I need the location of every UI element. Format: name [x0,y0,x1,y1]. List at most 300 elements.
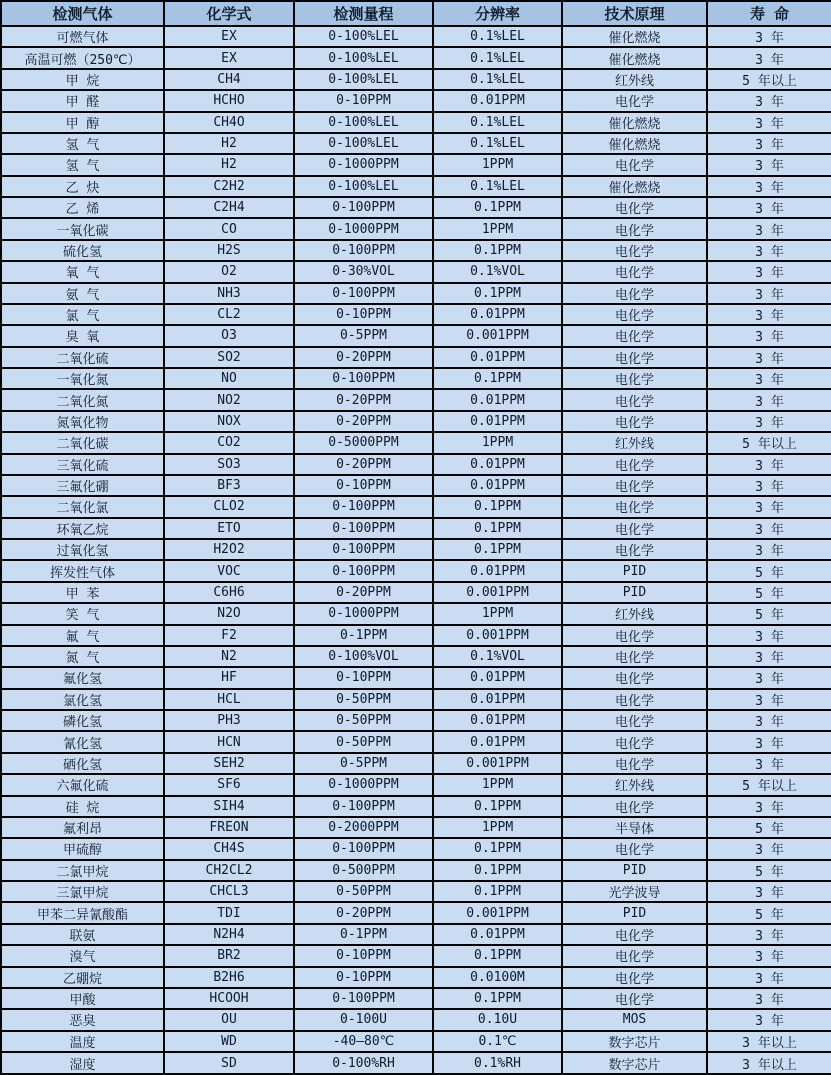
table-row [1,924,831,945]
table-row [1,817,831,838]
table-cell: 湿度 [1,1052,164,1074]
table-cell: 二氧化氯 [1,496,164,517]
table-cell: 0.01PPM [433,560,562,581]
table-cell: 0.01PPM [433,389,562,410]
table-cell: 甲酸 [1,988,164,1009]
table-row [1,560,831,581]
table-cell: 0-100PPM [294,988,433,1009]
table-cell: 0.01PPM [433,710,562,731]
table-cell: OU [164,1009,294,1030]
table-cell: 0-1000PPM [294,154,433,175]
table-row [1,774,831,795]
table-cell: 0.1PPM [433,197,562,218]
table-cell: 3 年 [707,347,831,368]
table-cell: 0.001PPM [433,902,562,923]
table-cell: 0-50PPM [294,881,433,902]
table-cell: 0.001PPM [433,753,562,774]
table-cell: 硒化氢 [1,753,164,774]
table-cell: 0-10PPM [294,967,433,988]
table-row [1,881,831,902]
table-cell: 0-50PPM [294,689,433,710]
table-cell: 0.1PPM [433,496,562,517]
table-cell: 氟化氢 [1,667,164,688]
table-cell: 0.1PPM [433,518,562,539]
table-cell: 电化学 [562,454,707,475]
table-cell: 3 年 [707,667,831,688]
table-cell: 3 年 [707,710,831,731]
table-cell: 电化学 [562,368,707,389]
column-header: 检测气体 [1,1,164,26]
table-cell: F2 [164,625,294,646]
table-cell: 0-1000PPM [294,774,433,795]
table-cell: 电化学 [562,283,707,304]
table-cell: VOC [164,560,294,581]
table-cell: 电化学 [562,496,707,517]
table-cell: 电化学 [562,475,707,496]
table-cell: MOS [562,1009,707,1030]
table-cell: 3 年 [707,838,831,859]
table-cell: 0-1PPM [294,625,433,646]
table-cell: 1PPM [433,432,562,453]
table-cell: 三氯甲烷 [1,881,164,902]
table-row [1,411,831,432]
table-cell: 电化学 [562,411,707,432]
table-cell: 3 年 [707,796,831,817]
table-cell: 0.01PPM [433,347,562,368]
table-cell: 3 年以上 [707,1052,831,1074]
table-cell: 催化燃烧 [562,26,707,47]
table-cell: 氮氧化物 [1,411,164,432]
table-cell: 3 年 [707,924,831,945]
table-cell: ETO [164,518,294,539]
table-cell: O2 [164,261,294,282]
table-row [1,368,831,389]
table-cell: 硅 烷 [1,796,164,817]
table-row [1,496,831,517]
table-row [1,796,831,817]
table-row [1,625,831,646]
table-cell: 3 年 [707,753,831,774]
table-cell: 0-100PPM [294,197,433,218]
table-cell: 0.01PPM [433,731,562,752]
table-cell: 0-100%VOL [294,646,433,667]
table-cell: 电化学 [562,796,707,817]
table-cell: 0-100%LEL [294,176,433,197]
table-cell: 0.1%LEL [433,47,562,68]
table-cell: 三氧化硫 [1,454,164,475]
table-cell: 0-10PPM [294,475,433,496]
table-row [1,389,831,410]
table-row [1,582,831,603]
table-cell: CH4S [164,838,294,859]
table-cell: 电化学 [562,988,707,1009]
table-cell: 1PPM [433,218,562,239]
table-cell: 3 年以上 [707,1031,831,1052]
table-cell: 二氧化碳 [1,432,164,453]
table-cell: 3 年 [707,154,831,175]
table-cell: 0.01PPM [433,689,562,710]
table-cell: EX [164,47,294,68]
table-row [1,1009,831,1030]
table-cell: 0.1PPM [433,539,562,560]
table-cell: 5 年 [707,560,831,581]
table-cell: 甲 醛 [1,90,164,111]
table-cell: 5 年 [707,603,831,624]
table-cell: 0-20PPM [294,454,433,475]
table-cell: 电化学 [562,261,707,282]
table-cell: 笑 气 [1,603,164,624]
table-cell: 0.01PPM [433,454,562,475]
table-row [1,518,831,539]
table-row [1,475,831,496]
table-cell: 氯化氢 [1,689,164,710]
table-cell: SF6 [164,774,294,795]
table-cell: B2H6 [164,967,294,988]
table-cell: 0.1PPM [433,368,562,389]
table-cell: 电化学 [562,90,707,111]
table-row [1,454,831,475]
table-cell: 5 年 [707,902,831,923]
table-cell: 3 年 [707,325,831,346]
table-cell: 0-5PPM [294,325,433,346]
table-cell: 催化燃烧 [562,47,707,68]
table-cell: 二氧化氮 [1,389,164,410]
column-header: 检测量程 [294,1,433,26]
table-row [1,218,831,239]
table-row [1,603,831,624]
table-cell: 0-100PPM [294,796,433,817]
table-cell: 0-10PPM [294,667,433,688]
table-cell: 0-30%VOL [294,261,433,282]
table-cell: 电化学 [562,240,707,261]
table-cell: 3 年 [707,26,831,47]
table-cell: HCL [164,689,294,710]
table-cell: C6H6 [164,582,294,603]
table-cell: 3 年 [707,518,831,539]
table-cell: 0.1PPM [433,988,562,1009]
table-row [1,347,831,368]
table-row [1,283,831,304]
table-row [1,838,831,859]
table-cell: 0.1%RH [433,1052,562,1074]
table-cell: 氮 气 [1,646,164,667]
table-row [1,1052,831,1074]
table-cell: 红外线 [562,603,707,624]
table-row [1,154,831,175]
table-cell: SD [164,1052,294,1074]
table-row [1,646,831,667]
table-cell: 3 年 [707,240,831,261]
table-row [1,753,831,774]
table-cell: 0-100PPM [294,240,433,261]
table-row [1,197,831,218]
table-cell: HCOOH [164,988,294,1009]
table-cell: 3 年 [707,90,831,111]
table-cell: 0-100%LEL [294,112,433,133]
table-cell: 电化学 [562,753,707,774]
table-cell: 0.1%LEL [433,133,562,154]
table-cell: SO3 [164,454,294,475]
table-cell: 甲 醇 [1,112,164,133]
table-cell: 红外线 [562,774,707,795]
table-cell: FREON [164,817,294,838]
table-cell: 电化学 [562,218,707,239]
table-cell: 3 年 [707,197,831,218]
table-cell: 0-1000PPM [294,218,433,239]
table-row [1,69,831,90]
table-cell: BF3 [164,475,294,496]
table-cell: 电化学 [562,389,707,410]
table-cell: 0-2000PPM [294,817,433,838]
table-cell: 3 年 [707,304,831,325]
table-cell: 0.1℃ [433,1031,562,1052]
table-cell: 三氟化硼 [1,475,164,496]
table-cell: 0.1PPM [433,283,562,304]
table-cell: 0.0100M [433,967,562,988]
table-cell: C2H4 [164,197,294,218]
table-cell: 可燃气体 [1,26,164,47]
table-cell: 过氧化氢 [1,539,164,560]
table-cell: 氟 气 [1,625,164,646]
header-row [1,1,831,26]
table-cell: 0.1%LEL [433,176,562,197]
table-cell: 3 年 [707,689,831,710]
table-cell: 0.1%LEL [433,112,562,133]
table-cell: 电化学 [562,325,707,346]
table-cell: NO [164,368,294,389]
table-cell: 3 年 [707,731,831,752]
table-body [1,26,831,1074]
table-cell: O3 [164,325,294,346]
table-cell: 3 年 [707,646,831,667]
table-cell: 0-1000PPM [294,603,433,624]
table-cell: NO2 [164,389,294,410]
table-cell: 5 年以上 [707,432,831,453]
table-cell: N2 [164,646,294,667]
table-cell: 氢 气 [1,133,164,154]
table-cell: 0-100PPM [294,496,433,517]
table-row [1,731,831,752]
table-cell: 3 年 [707,454,831,475]
table-cell: 一氧化碳 [1,218,164,239]
table-cell: 六氟化硫 [1,774,164,795]
table-cell: 氢 气 [1,154,164,175]
table-cell: 电化学 [562,667,707,688]
table-cell: 3 年 [707,261,831,282]
table-cell: 溴气 [1,945,164,966]
table-cell: 0-100PPM [294,560,433,581]
table-cell: 3 年 [707,368,831,389]
table-row [1,988,831,1009]
table-cell: 红外线 [562,69,707,90]
table-cell: 0-20PPM [294,389,433,410]
table-cell: C2H2 [164,176,294,197]
table-cell: CO2 [164,432,294,453]
table-cell: 0-100PPM [294,838,433,859]
table-cell: 0-20PPM [294,347,433,368]
table-cell: 0.01PPM [433,924,562,945]
table-cell: 0-10PPM [294,945,433,966]
table-cell: 电化学 [562,646,707,667]
table-cell: 3 年 [707,176,831,197]
table-cell: 乙硼烷 [1,967,164,988]
table-cell: 3 年 [707,283,831,304]
table-row [1,432,831,453]
table-cell: 0-10PPM [294,304,433,325]
table-cell: CH2CL2 [164,860,294,881]
table-cell: 高温可燃（250℃） [1,47,164,68]
table-cell: 0-100U [294,1009,433,1030]
table-cell: 0.001PPM [433,625,562,646]
table-cell: 1PPM [433,774,562,795]
table-cell: 5 年 [707,860,831,881]
table-cell: 0-5PPM [294,753,433,774]
table-row [1,325,831,346]
table-cell: 催化燃烧 [562,133,707,154]
table-row [1,710,831,731]
table-cell: 电化学 [562,689,707,710]
table-cell: 氧 气 [1,261,164,282]
table-cell: N2O [164,603,294,624]
table-cell: 3 年 [707,539,831,560]
table-cell: 3 年 [707,475,831,496]
table-cell: H2 [164,154,294,175]
table-cell: 3 年 [707,496,831,517]
table-cell: CO [164,218,294,239]
table-cell: 0.1%VOL [433,646,562,667]
table-row [1,945,831,966]
table-cell: 电化学 [562,518,707,539]
table-cell: H2S [164,240,294,261]
table-row [1,539,831,560]
table-cell: 0.1%VOL [433,261,562,282]
table-cell: 0.1PPM [433,945,562,966]
table-cell: 电化学 [562,154,707,175]
table-row [1,47,831,68]
table-cell: 3 年 [707,389,831,410]
table-cell: 1PPM [433,603,562,624]
table-cell: 甲 烷 [1,69,164,90]
table-cell: HCHO [164,90,294,111]
table-cell: 0-500PPM [294,860,433,881]
table-cell: 乙 炔 [1,176,164,197]
table-cell: N2H4 [164,924,294,945]
table-row [1,90,831,111]
table-cell: SEH2 [164,753,294,774]
table-cell: 0-100PPM [294,283,433,304]
table-cell: 3 年 [707,988,831,1009]
table-cell: 0.1PPM [433,838,562,859]
table-header [1,1,831,26]
table-cell: 温度 [1,1031,164,1052]
table-cell: CL2 [164,304,294,325]
table-cell: 0.001PPM [433,582,562,603]
table-row [1,26,831,47]
table-cell: 0.1PPM [433,796,562,817]
table-cell: 电化学 [562,731,707,752]
table-cell: 0-100PPM [294,368,433,389]
table-cell: H2O2 [164,539,294,560]
table-cell: 乙 烯 [1,197,164,218]
table-cell: 0-5000PPM [294,432,433,453]
table-row [1,1031,831,1052]
table-cell: 5 年以上 [707,774,831,795]
table-cell: 臭 氧 [1,325,164,346]
table-row [1,112,831,133]
table-row [1,967,831,988]
table-row [1,133,831,154]
table-cell: 环氧乙烷 [1,518,164,539]
table-cell: NH3 [164,283,294,304]
column-header: 技术原理 [562,1,707,26]
table-cell: 0-20PPM [294,411,433,432]
table-cell: 0-50PPM [294,731,433,752]
column-header: 分辨率 [433,1,562,26]
table-cell: 5 年 [707,817,831,838]
table-cell: 二氧化硫 [1,347,164,368]
table-cell: 1PPM [433,154,562,175]
table-cell: 0-20PPM [294,582,433,603]
table-row [1,860,831,881]
table-cell: 数字芯片 [562,1052,707,1074]
table-cell: 3 年 [707,411,831,432]
table-cell: 0.01PPM [433,304,562,325]
table-cell: 甲硫醇 [1,838,164,859]
table-cell: 0-100%LEL [294,47,433,68]
table-cell: 3 年 [707,625,831,646]
table-cell: HF [164,667,294,688]
table-cell: 一氧化氮 [1,368,164,389]
table-row [1,304,831,325]
table-cell: NOX [164,411,294,432]
table-cell: 0-100%RH [294,1052,433,1074]
table-cell: 二氯甲烷 [1,860,164,881]
table-cell: 电化学 [562,539,707,560]
column-header: 化学式 [164,1,294,26]
table-cell: 0.001PPM [433,325,562,346]
table-cell: 0.01PPM [433,475,562,496]
table-cell: PID [562,902,707,923]
table-row [1,261,831,282]
table-cell: 半导体 [562,817,707,838]
table-cell: PID [562,560,707,581]
table-cell: 氟利昂 [1,817,164,838]
table-cell: 磷化氢 [1,710,164,731]
table-cell: EX [164,26,294,47]
table-cell: HCN [164,731,294,752]
table-cell: -40—80℃ [294,1031,433,1052]
table-cell: 5 年 [707,582,831,603]
table-cell: 3 年 [707,967,831,988]
table-cell: 0.1%LEL [433,26,562,47]
table-cell: 3 年 [707,1009,831,1030]
table-cell: H2 [164,133,294,154]
table-cell: 0-100PPM [294,518,433,539]
table-cell: 电化学 [562,945,707,966]
table-cell: 0-100PPM [294,539,433,560]
table-cell: 0.10U [433,1009,562,1030]
table-cell: 0.01PPM [433,667,562,688]
table-cell: 3 年 [707,881,831,902]
table-cell: 联氨 [1,924,164,945]
table-cell: 挥发性气体 [1,560,164,581]
table-row [1,667,831,688]
table-row [1,902,831,923]
table-cell: 电化学 [562,197,707,218]
table-cell: SO2 [164,347,294,368]
table-cell: 氨 气 [1,283,164,304]
table-cell: 3 年 [707,112,831,133]
